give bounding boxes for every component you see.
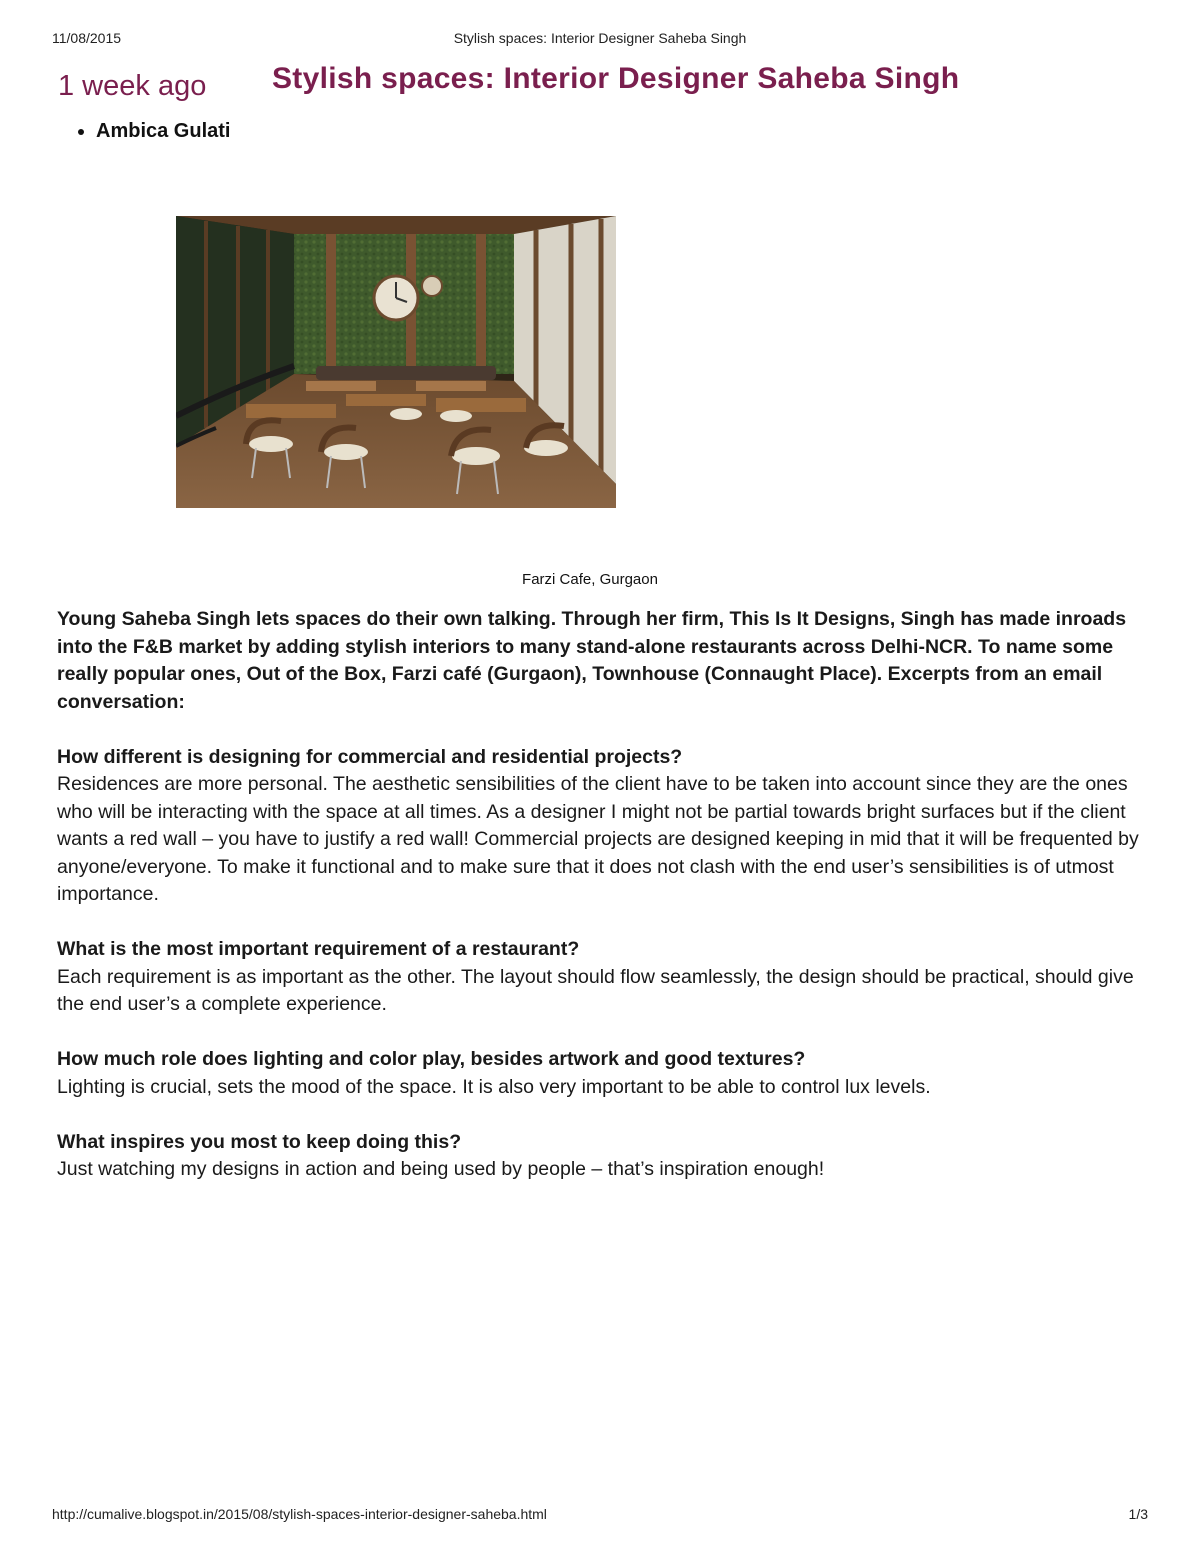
article-intro: Young Saheba Singh lets spaces do their own talking. Through her firm, This Is It Designs, Singh has made inroads into the F&B market by adding stylish interiors to many stand-alone restaurants across Delhi-NCR. To name some really popular ones, Out of the Box, Farzi café (Gurgaon), Townhouse (Connaught Place). Excerpts from an email conversation:	[57, 608, 1127, 713]
article-body	[57, 606, 1157, 1211]
restaurant-photo	[176, 216, 616, 508]
qa-item	[57, 1129, 1157, 1184]
author-list	[56, 120, 230, 143]
qa-question: How different is designing for commercial and residential projects?	[57, 745, 683, 768]
print-footer	[52, 1506, 1148, 1524]
qa-question: How much role does lighting and color play, besides artwork and good textures?	[57, 1048, 806, 1070]
print-title: Stylish spaces: Interior Designer Saheba Singh	[453, 30, 747, 46]
qa-answer: Lighting is crucial, sets the mood of the space. It is also very important to be able to control lux levels.	[57, 1075, 931, 1098]
author-name[interactable]: • Ambica Gulati	[96, 120, 230, 143]
print-date: 11/08/2015	[52, 30, 122, 46]
qa-answer: Residences are more personal. The aesthetic sensibilities of the client have to be taken into account since they are the ones who will be interacting with the space at all times. As a designer I might not be partial towards bright surfaces but if the client wants a red wall – you have to justify a red wall! Commercial projects are designed keeping in mid that it will be frequented by anyone/everyone. To make it functional and to make sure that it does not clash with the end user’s sensibilities is of utmost importance.	[57, 773, 1139, 905]
post-timestamp: 1 week ago	[58, 70, 207, 102]
qa-item	[57, 744, 1157, 909]
qa-answer: Each requirement is as important as the other. The layout should flow seamlessly, the design should be practical, should give the end user’s a complete experience.	[57, 965, 1134, 1015]
qa-answer: Just watching my designs in action and being used by people – that’s inspiration enough!	[57, 1158, 825, 1180]
restaurant-interior-illustration	[176, 216, 616, 508]
qa-question: What inspires you most to keep doing this?	[57, 1130, 462, 1153]
print-header	[52, 30, 1148, 48]
page-number: 1/3	[1128, 1506, 1148, 1522]
post-headline[interactable]: Stylish spaces: Interior Designer Saheba Singh	[272, 62, 960, 95]
page-url: http://cumalive.blogspot.in/2015/08/stylish-spaces-interior-designer-saheba.html	[52, 1506, 547, 1522]
qa-question: What is the most important requirement of a restaurant?	[57, 938, 580, 960]
qa-item	[57, 936, 1157, 1019]
qa-item	[57, 1046, 1157, 1101]
image-caption: Farzi Cafe, Gurgaon	[522, 571, 658, 588]
